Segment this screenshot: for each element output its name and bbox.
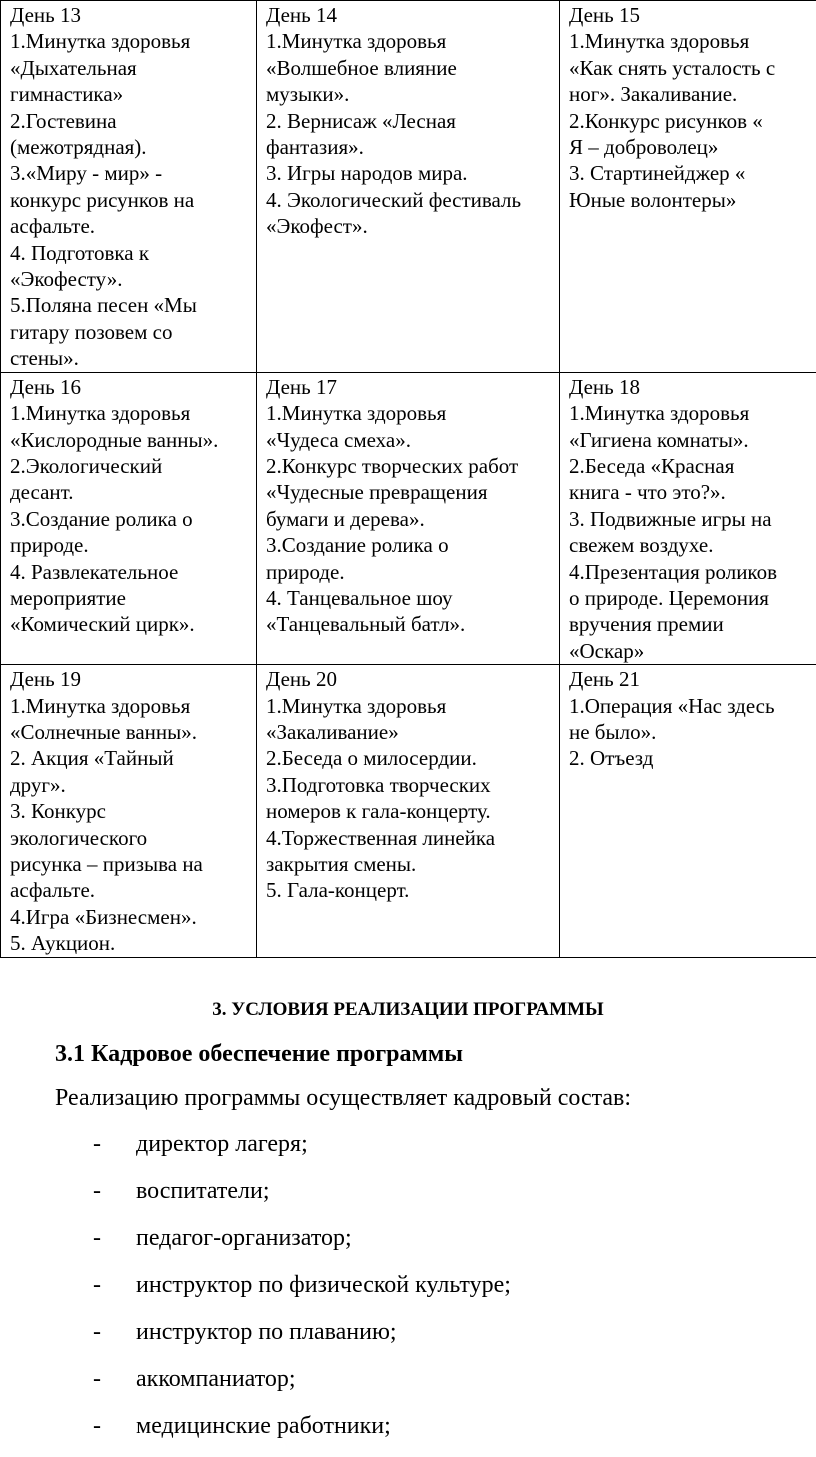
activity-line: Я – доброволец»: [569, 134, 808, 160]
activity-line: «Чудеса смеха».: [266, 427, 551, 453]
activity-line: «Комический цирк».: [10, 611, 248, 637]
day-cell: [560, 1, 816, 373]
activity-line: 3.Подготовка творческих: [266, 772, 551, 798]
activity-line: свежем воздухе.: [569, 532, 808, 558]
staff-role: педагог-организатор;: [136, 1222, 352, 1254]
activity-line: 1.Минутка здоровья: [266, 28, 551, 54]
activity-line: 3.Создание ролика о: [266, 532, 551, 558]
activity-line: вручения премии: [569, 611, 808, 637]
activity-line: книга - что это?».: [569, 479, 808, 505]
day-heading: День 15: [569, 2, 808, 28]
activity-line: бумаги и дерева».: [266, 506, 551, 532]
section-title: 3. УСЛОВИЯ РЕАЛИЗАЦИИ ПРОГРАММЫ: [0, 996, 816, 1024]
day-heading: День 16: [10, 374, 248, 400]
day-heading: День 20: [266, 666, 551, 692]
activity-line: 2.Гостевина: [10, 108, 248, 134]
activity-line: не было».: [569, 719, 808, 745]
activity-line: 4. Подготовка к: [10, 240, 248, 266]
list-bullet: -: [93, 1316, 101, 1348]
staff-role: аккомпаниатор;: [136, 1363, 296, 1395]
activity-line: 1.Минутка здоровья: [266, 400, 551, 426]
staff-role: инструктор по плаванию;: [136, 1316, 397, 1348]
activity-line: музыки».: [266, 81, 551, 107]
activity-line: 3.«Миру - мир» -: [10, 160, 248, 186]
activity-line: 2.Экологический: [10, 453, 248, 479]
activity-line: 4.Торжественная линейка: [266, 825, 551, 851]
staff-role: медицинские работники;: [136, 1410, 391, 1442]
activity-line: «Чудесные превращения: [266, 479, 551, 505]
activity-line: 5. Аукцион.: [10, 930, 248, 956]
day-cell: [1, 1, 257, 373]
activity-line: 2. Акция «Тайный: [10, 745, 248, 771]
activity-line: 1.Минутка здоровья: [10, 693, 248, 719]
staff-role: директор лагеря;: [136, 1128, 308, 1160]
activity-line: «Гигиена комнаты».: [569, 427, 808, 453]
day-heading: День 17: [266, 374, 551, 400]
activity-line: конкурс рисунков на: [10, 187, 248, 213]
activity-line: о природе. Церемония: [569, 585, 808, 611]
day-cell: [560, 372, 816, 664]
activity-line: асфальте.: [10, 213, 248, 239]
day-heading: День 19: [10, 666, 248, 692]
activity-line: 5. Гала-концерт.: [266, 877, 551, 903]
activity-line: 3.Создание ролика о: [10, 506, 248, 532]
staff-role: инструктор по физической культуре;: [136, 1269, 511, 1301]
activity-line: 2.Конкурс творческих работ: [266, 453, 551, 479]
subsection-title: 3.1 Кадровое обеспечение программы: [55, 1038, 463, 1070]
activity-line: 2.Конкурс рисунков «: [569, 108, 808, 134]
day-heading: День 14: [266, 2, 551, 28]
activity-line: мероприятие: [10, 585, 248, 611]
list-bullet: -: [93, 1222, 101, 1254]
day-cell: [257, 665, 560, 957]
activity-line: закрытия смены.: [266, 851, 551, 877]
activity-line: стены».: [10, 345, 248, 371]
staff-role: воспитатели;: [136, 1175, 270, 1207]
list-bullet: -: [93, 1410, 101, 1442]
activity-line: «Кислородные ванны».: [10, 427, 248, 453]
activity-line: рисунка – призыва на: [10, 851, 248, 877]
activity-line: «Танцевальный батл».: [266, 611, 551, 637]
activity-line: 3. Игры народов мира.: [266, 160, 551, 186]
activity-line: (межотрядная).: [10, 134, 248, 160]
activity-line: 3. Стартинейджер «: [569, 160, 808, 186]
activity-line: 1.Операция «Нас здесь: [569, 693, 808, 719]
activity-line: ног». Закаливание.: [569, 81, 808, 107]
activity-line: 2. Отъезд: [569, 745, 808, 771]
activity-line: 2. Вернисаж «Лесная: [266, 108, 551, 134]
schedule-row: [1, 1, 816, 373]
day-cell: [257, 1, 560, 373]
activity-line: асфальте.: [10, 877, 248, 903]
day-cell: [1, 665, 257, 957]
list-bullet: -: [93, 1128, 101, 1160]
activity-line: «Дыхательная: [10, 55, 248, 81]
activity-line: десант.: [10, 479, 248, 505]
list-bullet: -: [93, 1175, 101, 1207]
day-heading: День 21: [569, 666, 808, 692]
activity-line: «Как снять усталость с: [569, 55, 808, 81]
activity-line: «Закаливание»: [266, 719, 551, 745]
activity-line: 4. Экологический фестиваль: [266, 187, 551, 213]
day-cell: [257, 372, 560, 664]
activity-line: экологического: [10, 825, 248, 851]
schedule-row: [1, 372, 816, 664]
activity-line: 1.Минутка здоровья: [266, 693, 551, 719]
day-heading: День 18: [569, 374, 808, 400]
activity-line: гитару позовем со: [10, 319, 248, 345]
activity-line: природе.: [266, 559, 551, 585]
activity-line: 5.Поляна песен «Мы: [10, 292, 248, 318]
activity-line: природе.: [10, 532, 248, 558]
schedule-row: [1, 665, 816, 957]
activity-line: 4.Игра «Бизнесмен».: [10, 904, 248, 930]
activity-line: номеров к гала-концерту.: [266, 798, 551, 824]
activity-line: 4.Презентация роликов: [569, 559, 808, 585]
activity-line: 1.Минутка здоровья: [10, 400, 248, 426]
activity-line: фантазия».: [266, 134, 551, 160]
activity-line: 1.Минутка здоровья: [569, 400, 808, 426]
activity-line: 4. Танцевальное шоу: [266, 585, 551, 611]
activity-line: друг».: [10, 772, 248, 798]
activity-line: «Экофест».: [266, 213, 551, 239]
activity-line: 1.Минутка здоровья: [10, 28, 248, 54]
day-cell: [560, 665, 816, 957]
activity-line: «Волшебное влияние: [266, 55, 551, 81]
activity-line: 2.Беседа о милосердии.: [266, 745, 551, 771]
list-bullet: -: [93, 1269, 101, 1301]
activity-line: гимнастика»: [10, 81, 248, 107]
activity-line: 3. Подвижные игры на: [569, 506, 808, 532]
activity-line: 4. Развлекательное: [10, 559, 248, 585]
activity-line: 1.Минутка здоровья: [569, 28, 808, 54]
activity-line: «Оскар»: [569, 638, 808, 664]
day-cell: [1, 372, 257, 664]
activity-line: Юные волонтеры»: [569, 187, 808, 213]
activity-line: 2.Беседа «Красная: [569, 453, 808, 479]
activity-line: «Экофесту».: [10, 266, 248, 292]
activity-line: «Солнечные ванны».: [10, 719, 248, 745]
intro-paragraph: Реализацию программы осуществляет кадровый состав:: [55, 1082, 631, 1114]
list-bullet: -: [93, 1363, 101, 1395]
day-heading: День 13: [10, 2, 248, 28]
activity-line: 3. Конкурс: [10, 798, 248, 824]
